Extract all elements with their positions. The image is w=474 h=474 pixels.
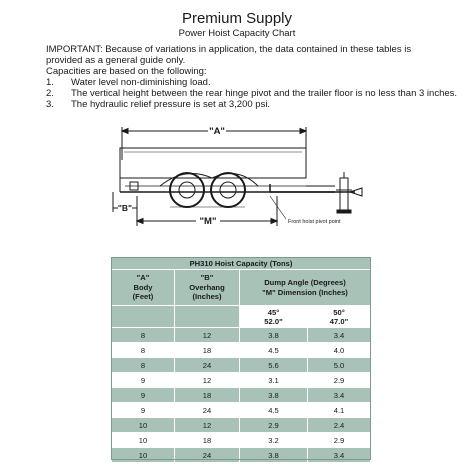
condition-text: The vertical height between the rear hinge pivot and the trailer floor is no less than 3 inches. bbox=[71, 88, 458, 99]
arrow-head bbox=[271, 219, 277, 224]
cell-overhang: 12 bbox=[175, 328, 240, 343]
table-title: PH310 Hoist Capacity (Tons) bbox=[112, 258, 371, 270]
condition-number: 2. bbox=[46, 88, 54, 99]
important-note: IMPORTANT: Because of variations in application, the data contained in these tables is provided as a general guide only. bbox=[46, 44, 412, 66]
capacity-table bbox=[111, 257, 371, 463]
table-row bbox=[112, 373, 371, 388]
header-line: Dump Angle (Degrees) bbox=[264, 278, 346, 287]
cell-50: 3.4 bbox=[308, 388, 371, 403]
cell-overhang: 24 bbox=[175, 448, 240, 463]
cell-body: 10 bbox=[112, 418, 175, 433]
cell-50: 2.4 bbox=[308, 418, 371, 433]
table-row bbox=[112, 433, 371, 448]
table-row bbox=[112, 328, 371, 343]
cell-45: 3.2 bbox=[240, 433, 308, 448]
cell-45: 5.6 bbox=[240, 358, 308, 373]
trailer-jack bbox=[340, 178, 348, 210]
cell-45: 4.5 bbox=[240, 403, 308, 418]
header-body-length bbox=[112, 270, 175, 306]
table-row bbox=[112, 358, 371, 373]
cell-50: 4.0 bbox=[308, 343, 371, 358]
cell-45: 3.8 bbox=[240, 388, 308, 403]
cell-body: 10 bbox=[112, 433, 175, 448]
cell-body: 9 bbox=[112, 403, 175, 418]
table-row bbox=[112, 403, 371, 418]
condition-text: Water level non-diminishing load. bbox=[71, 77, 211, 88]
trailer-tongue bbox=[270, 184, 355, 192]
cell-45: 3.1 bbox=[240, 373, 308, 388]
cell-overhang: 18 bbox=[175, 343, 240, 358]
arrow-head bbox=[300, 129, 306, 134]
table-row bbox=[112, 388, 371, 403]
page-title: Premium Supply bbox=[181, 10, 293, 27]
condition-number: 1. bbox=[46, 77, 54, 88]
wheel-hub bbox=[179, 182, 195, 198]
cell-45: 3.8 bbox=[240, 328, 308, 343]
header-line: "B" bbox=[200, 273, 214, 283]
header-spacer bbox=[112, 306, 175, 328]
arrow-head bbox=[122, 129, 128, 134]
header-angle-50 bbox=[308, 306, 371, 328]
cell-overhang: 12 bbox=[175, 373, 240, 388]
header-line: "A" bbox=[136, 273, 150, 283]
cell-50: 5.0 bbox=[308, 358, 371, 373]
cell-body: 9 bbox=[112, 373, 175, 388]
cell-50: 2.9 bbox=[308, 433, 371, 448]
label-b: "B" bbox=[117, 203, 133, 213]
header-line: Overhang bbox=[189, 282, 225, 292]
header-angle-45 bbox=[240, 306, 308, 328]
header-line: 50° bbox=[333, 307, 345, 317]
cell-overhang: 12 bbox=[175, 418, 240, 433]
header-line: 45° bbox=[267, 307, 280, 317]
label-m: "M" bbox=[199, 216, 217, 227]
condition-text: The hydraulic relief pressure is set at 3,200 psi. bbox=[71, 99, 271, 110]
pivot-leader-line bbox=[270, 196, 286, 219]
cell-50: 3.4 bbox=[308, 448, 371, 463]
cell-body: 9 bbox=[112, 388, 175, 403]
cell-body: 8 bbox=[112, 343, 175, 358]
cell-50: 4.1 bbox=[308, 403, 371, 418]
arrow-head bbox=[137, 219, 143, 224]
dump-body bbox=[120, 148, 306, 178]
cell-50: 3.4 bbox=[308, 328, 371, 343]
cell-body: 10 bbox=[112, 448, 175, 463]
cell-50: 2.9 bbox=[308, 373, 371, 388]
cell-body: 8 bbox=[112, 358, 175, 373]
cell-overhang: 18 bbox=[175, 433, 240, 448]
wheel-hub bbox=[220, 182, 236, 198]
header-line: (Feet) bbox=[132, 292, 154, 302]
cell-body: 8 bbox=[112, 328, 175, 343]
cell-45: 4.5 bbox=[240, 343, 308, 358]
cell-overhang: 24 bbox=[175, 403, 240, 418]
capacities-intro: Capacities are based on the following: bbox=[46, 66, 207, 77]
cell-overhang: 24 bbox=[175, 358, 240, 373]
cell-45: 3.8 bbox=[240, 448, 308, 463]
cell-overhang: 18 bbox=[175, 388, 240, 403]
table-row bbox=[112, 343, 371, 358]
cell-45: 2.9 bbox=[240, 418, 308, 433]
header-line: "M" Dimension (Inches) bbox=[262, 287, 348, 297]
label-a: "A" bbox=[209, 126, 225, 137]
condition-number: 3. bbox=[46, 99, 54, 110]
header-line: 52.0" bbox=[264, 316, 283, 326]
page-subtitle: Power Hoist Capacity Chart bbox=[178, 28, 296, 39]
pivot-point-label: Front hoist pivot point bbox=[288, 219, 341, 225]
header-overhang bbox=[175, 270, 240, 306]
header-spacer bbox=[175, 306, 240, 328]
table-row bbox=[112, 418, 371, 433]
header-line: Body bbox=[133, 282, 153, 292]
table-row bbox=[112, 448, 371, 463]
header-dump-angle bbox=[240, 270, 371, 306]
header-line: 47.0" bbox=[329, 316, 349, 326]
header-line: (Inches) bbox=[192, 292, 222, 302]
jack-foot bbox=[337, 210, 351, 213]
